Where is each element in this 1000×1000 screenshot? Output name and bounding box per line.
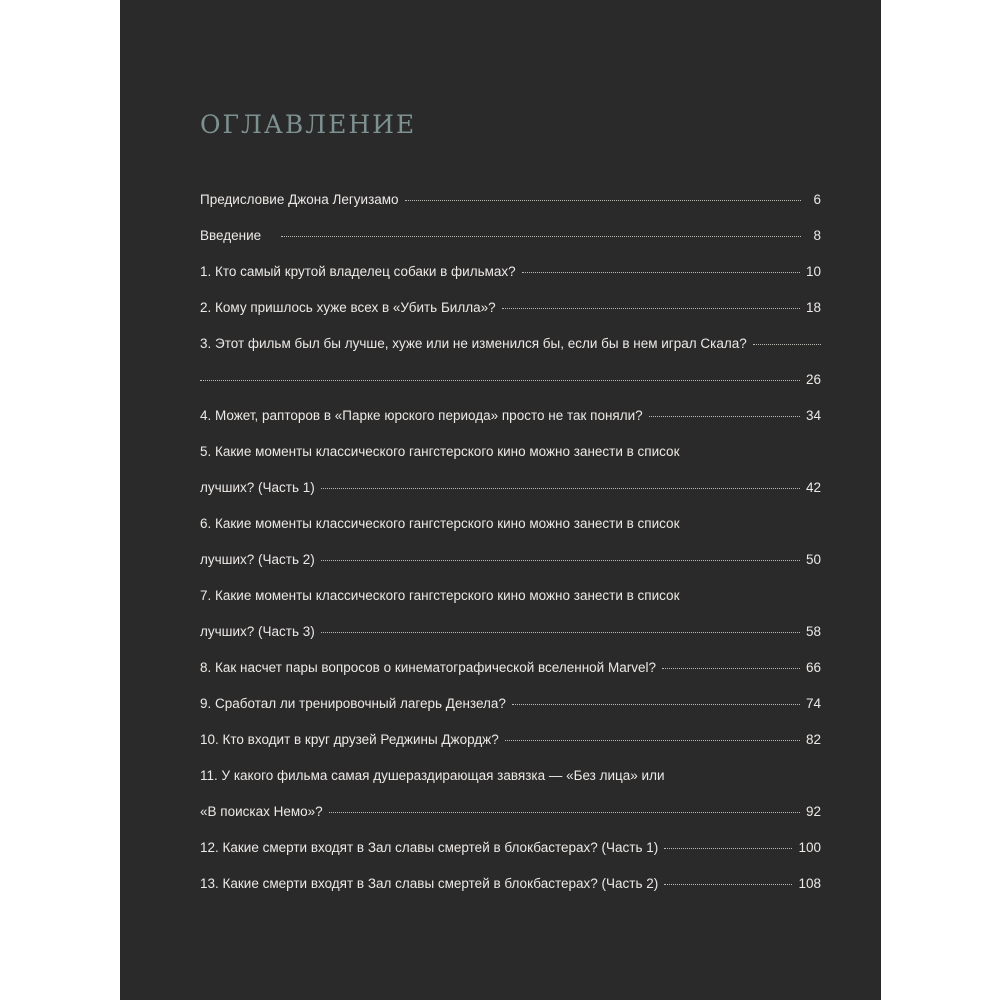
toc-entry-text: 11. У какого фильма самая душераздирающая завязка — «Без лица» или [200, 768, 665, 783]
toc-entry-text: 5. Какие моменты классического гангстерского кино можно занести в список [200, 444, 680, 459]
toc-entry-text: 4. Может, рапторов в «Парке юрского периода» просто не так поняли? [200, 408, 643, 423]
toc-entry-page: 18 [805, 300, 821, 315]
toc-entry-text: лучших? (Часть 3) [200, 624, 315, 639]
toc-entry [200, 182, 821, 218]
toc-entry [200, 434, 821, 470]
toc-entry-continuation [200, 470, 821, 506]
toc-entry [200, 650, 821, 686]
toc-entry-text: Введение [200, 228, 262, 243]
toc-entry [200, 866, 821, 902]
toc-entry-text: 7. Какие моменты классического гангстерского кино можно занести в список [200, 588, 680, 603]
toc-entry-page: 8 [813, 228, 821, 243]
toc-entry [200, 290, 821, 326]
toc-entry-page: 66 [805, 660, 821, 675]
toc-entry [200, 254, 821, 290]
toc-entry-page: 92 [805, 804, 821, 819]
toc-entry-text: 8. Как насчет пары вопросов о кинематографической вселенной Marvel? [200, 660, 656, 675]
toc-entry [200, 722, 821, 758]
toc-entry [200, 830, 821, 866]
dot-leader [329, 812, 800, 813]
toc-entry-text: лучших? (Часть 1) [200, 480, 315, 495]
dot-leader [649, 416, 800, 417]
book-page [120, 0, 881, 1000]
dot-leader [664, 848, 792, 849]
toc-entry-page: 82 [805, 732, 821, 747]
toc-entry [200, 686, 821, 722]
dot-leader [200, 380, 800, 381]
toc-entry [200, 218, 821, 254]
page-title: ОГЛАВЛЕНИЕ [200, 110, 417, 139]
toc-entry-continuation [200, 614, 821, 650]
toc-entry-page: 6 [813, 192, 821, 207]
toc-entry-text: 10. Кто входит в круг друзей Реджины Джордж? [200, 732, 499, 747]
toc-entry-page: 42 [805, 480, 821, 495]
dot-leader [505, 740, 800, 741]
toc-entry-text: 1. Кто самый крутой владелец собаки в фильмах? [200, 264, 516, 279]
toc-entry-text: Предисловие Джона Легуизамо [200, 192, 399, 207]
dot-leader [502, 308, 800, 309]
toc-entry-page: 74 [805, 696, 821, 711]
dot-leader [662, 668, 800, 669]
toc-entry [200, 758, 821, 794]
toc-entry-page: 10 [805, 264, 821, 279]
toc-entry-continuation [200, 542, 821, 578]
toc-entry-continuation [200, 794, 821, 830]
dot-leader [321, 488, 800, 489]
toc-entry-text: 13. Какие смерти входят в Зал славы смертей в блокбастерах? (Часть 2) [200, 876, 659, 891]
toc-entry-text: 12. Какие смерти входят в Зал славы смертей в блокбастерах? (Часть 1) [200, 840, 659, 855]
toc-entry-page: 50 [805, 552, 821, 567]
toc-entry [200, 506, 821, 542]
toc-entry-text: 3. Этот фильм был бы лучше, хуже или не изменился бы, если бы в нем играл Скала? [200, 336, 747, 351]
dot-leader [664, 884, 792, 885]
dot-leader [753, 344, 821, 345]
toc-entry-page: 34 [805, 408, 821, 423]
table-of-contents [200, 182, 821, 902]
dot-leader [321, 632, 800, 633]
toc-entry-text: 6. Какие моменты классического гангстерского кино можно занести в список [200, 516, 680, 531]
dot-leader [405, 200, 801, 201]
toc-entry-text: 9. Сработал ли тренировочный лагерь Дензела? [200, 696, 506, 711]
toc-entry [200, 326, 821, 362]
toc-entry-page: 108 [798, 876, 821, 891]
toc-entry-continuation [200, 362, 821, 398]
toc-entry-text: 2. Кому пришлось хуже всех в «Убить Билла»? [200, 300, 496, 315]
toc-entry-page: 58 [805, 624, 821, 639]
toc-entry-page: 26 [805, 372, 821, 387]
toc-entry [200, 578, 821, 614]
dot-leader [281, 236, 801, 237]
dot-leader [522, 272, 800, 273]
dot-leader [512, 704, 800, 705]
toc-entry-text: «В поисках Немо»? [200, 804, 323, 819]
toc-entry [200, 398, 821, 434]
dot-leader [321, 560, 800, 561]
toc-entry-text: лучших? (Часть 2) [200, 552, 315, 567]
toc-entry-page: 100 [798, 840, 821, 855]
